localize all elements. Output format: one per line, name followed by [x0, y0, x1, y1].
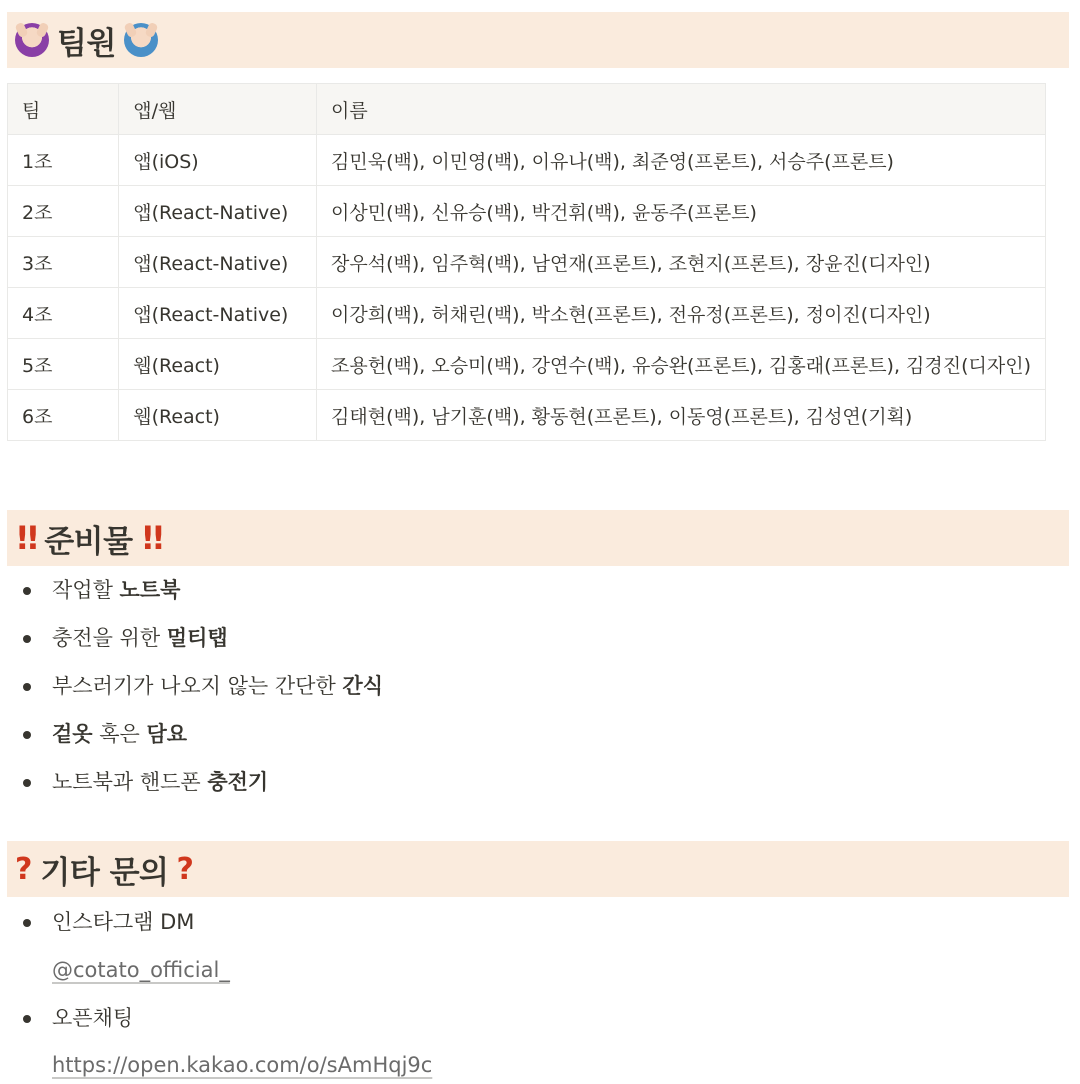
table-row — [8, 288, 1046, 339]
double-exclamation-icon: !! — [15, 519, 37, 557]
person-gesturing-ok-icon — [124, 23, 158, 57]
platform-cell: 앱(React-Native) — [119, 237, 317, 288]
team-cell: 2조 — [8, 186, 119, 237]
team-table — [7, 83, 1046, 441]
list-item: 오픈채팅 — [7, 994, 133, 1042]
team-section-title: 팀원 — [57, 25, 116, 62]
open-chat-link[interactable]: https://open.kakao.com/o/sAmHqj9c — [52, 1053, 433, 1077]
list-item: 노트북과 핸드폰 충전기 — [7, 758, 383, 806]
list-item: 작업할 노트북 — [7, 566, 383, 614]
members-cell: 이상민(백), 신유승(백), 박건휘(백), 윤동주(프론트) — [317, 186, 1046, 237]
instagram-link[interactable]: @cotato_official_ — [52, 958, 230, 982]
table-row — [8, 135, 1046, 186]
table-header-row — [8, 84, 1046, 135]
members-cell: 김태현(백), 남기훈(백), 황동현(프론트), 이동영(프론트), 김성연(기획) — [317, 390, 1046, 441]
contact-list — [7, 898, 194, 946]
contact-section-header — [7, 841, 1069, 897]
column-header-platform: 앱/웹 — [119, 84, 317, 135]
table-row — [8, 237, 1046, 288]
table-row — [8, 390, 1046, 441]
question-mark-icon: ? — [15, 851, 33, 887]
table-row — [8, 339, 1046, 390]
platform-cell: 앱(React-Native) — [119, 288, 317, 339]
supplies-section-header — [7, 510, 1069, 566]
team-cell: 6조 — [8, 390, 119, 441]
supplies-list — [7, 566, 383, 806]
team-cell: 3조 — [8, 237, 119, 288]
platform-cell: 앱(React-Native) — [119, 186, 317, 237]
table-row — [8, 186, 1046, 237]
column-header-names: 이름 — [317, 84, 1046, 135]
list-item: 겉옷 혹은 담요 — [7, 710, 383, 758]
members-cell: 이강희(백), 허채린(백), 박소현(프론트), 전유정(프론트), 정이진(디자인) — [317, 288, 1046, 339]
platform-cell: 웹(React) — [119, 339, 317, 390]
contact-section-title: 기타 문의 — [40, 854, 169, 891]
contact-list-2 — [7, 994, 133, 1042]
supplies-section-title: 준비물 — [44, 523, 133, 560]
list-item: 충전을 위한 멀티탭 — [7, 614, 383, 662]
list-item: 인스타그램 DM — [7, 898, 194, 946]
platform-cell: 웹(React) — [119, 390, 317, 441]
team-cell: 1조 — [8, 135, 119, 186]
double-exclamation-icon: !! — [140, 519, 162, 557]
team-section-header — [7, 12, 1069, 68]
column-header-team: 팀 — [8, 84, 119, 135]
team-cell: 4조 — [8, 288, 119, 339]
question-mark-icon: ? — [176, 851, 194, 887]
members-cell: 조용헌(백), 오승미(백), 강연수(백), 유승완(프론트), 김홍래(프론트), 김경진(디자인) — [317, 339, 1046, 390]
members-cell: 김민욱(백), 이민영(백), 이유나(백), 최준영(프론트), 서승주(프론트) — [317, 135, 1046, 186]
list-item: 부스러기가 나오지 않는 간단한 간식 — [7, 662, 383, 710]
platform-cell: 앱(iOS) — [119, 135, 317, 186]
members-cell: 장우석(백), 임주혁(백), 남연재(프론트), 조현지(프론트), 장윤진(디자인) — [317, 237, 1046, 288]
team-cell: 5조 — [8, 339, 119, 390]
person-gesturing-ok-icon — [15, 23, 49, 57]
